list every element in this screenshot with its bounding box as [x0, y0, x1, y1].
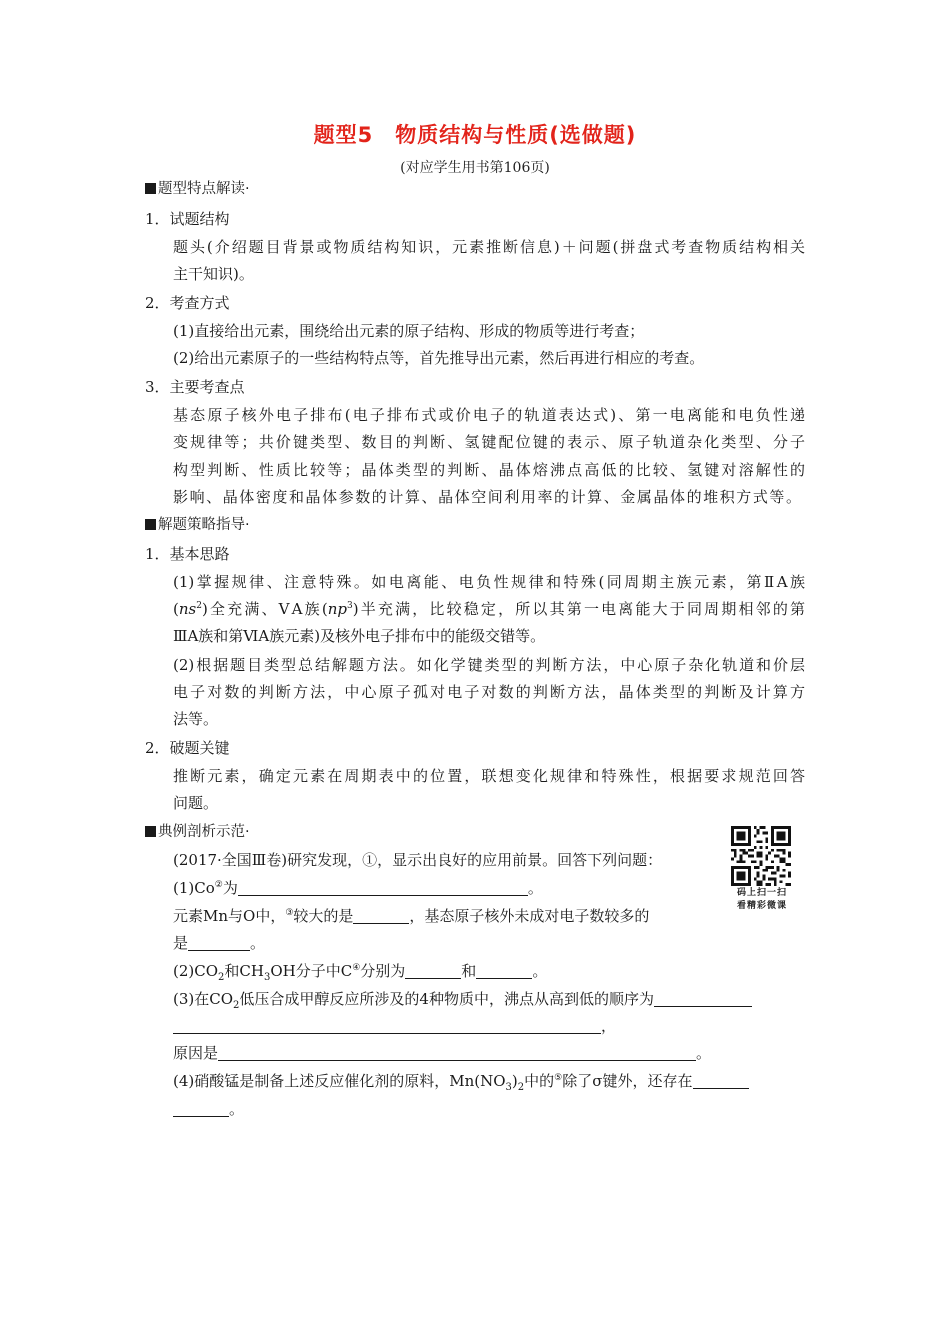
- qr-code-icon[interactable]: [731, 826, 791, 886]
- paragraph-line: 基态原子核外电子排布(电子排布式或价电子的轨道表达式)、第一电离能和电负性递: [173, 406, 805, 424]
- answer-blank[interactable]: [353, 908, 409, 924]
- item-number: 1．: [145, 545, 170, 563]
- paragraph-line: (2)根据题目类型总结解题方法。如化学键类型的判断方法，中心原子杂化轨道和价层: [173, 656, 805, 674]
- answer-blank[interactable]: [476, 963, 532, 979]
- item-number: 2．: [145, 739, 170, 757]
- answer-blank[interactable]: [405, 963, 461, 979]
- paragraph-line: 构型判断、性质比较等；晶体类型的判断、晶体熔沸点高低的比较、氢键对溶解性的: [173, 461, 805, 479]
- qr-caption-line: 看精彩微课: [736, 901, 787, 911]
- paragraph-line: 电子对数的判断方法，中心原子孤对电子对数的判断方法，晶体类型的判断及计算方: [173, 683, 805, 701]
- question-1c: 是 。: [173, 934, 266, 952]
- item-structure-label: [145, 209, 230, 229]
- paragraph-line: 推断元素，确定元素在周期表中的位置，联想变化规律和特殊性，根据要求规范回答: [173, 767, 805, 785]
- page-title: [0, 119, 950, 149]
- paragraph-line: 法等。: [173, 710, 219, 728]
- item-method-label: [145, 293, 230, 313]
- answer-blank[interactable]: [238, 880, 528, 896]
- paragraph-line: (2)给出元素原子的一些结构特点等，首先推导出元素，然后再进行相应的考查。: [173, 349, 705, 367]
- paragraph-line: ⅢA族和第ⅥA族元素)及核外电子排布中的能级交错等。: [173, 627, 546, 645]
- paragraph-line: 题头(介绍题目背景或物质结构知识，元素推断信息)＋问题(拼盘式考查物质结构相关: [173, 238, 805, 256]
- paragraph-line: 问题。: [173, 794, 219, 812]
- answer-blank[interactable]: [693, 1073, 749, 1089]
- item-label: 基本思路: [169, 545, 230, 563]
- item-label: 破题关键: [169, 739, 230, 757]
- item-number: 1．: [145, 210, 170, 228]
- item-points-label: [145, 377, 245, 397]
- item-number: 3．: [145, 378, 170, 396]
- paragraph-line: 影响、晶体密度和晶体参数的计算、晶体空间利用率的计算、金属晶体的堆积方式等。: [173, 488, 801, 506]
- qr-caption-line: 码上扫一扫: [736, 888, 787, 898]
- example-intro: (2017·全国Ⅲ卷)研究发现，①，显示出良好的应用前景。回答下列问题：: [173, 851, 663, 869]
- question-3-continued: ，: [173, 1016, 616, 1036]
- paragraph-line: 主干知识)。: [173, 265, 254, 283]
- title-number: 题型5: [313, 123, 374, 147]
- paragraph-line: (1)直接给出元素，围绕给出元素的原子结构、形成的物质等进行考查；: [173, 322, 645, 340]
- answer-blank[interactable]: [218, 1045, 696, 1061]
- section-heading-strategy: 解题策略指导·: [145, 515, 250, 535]
- question-1b: 元素Mn与O中，③较大的是 ，基态原子核外未成对电子数较多的: [173, 907, 650, 925]
- section-heading-features: 题型特点解读·: [145, 179, 250, 199]
- item-label: 试题结构: [169, 210, 230, 228]
- square-bullet-icon: [145, 519, 156, 530]
- answer-blank[interactable]: [654, 991, 752, 1007]
- title-text: 物质结构与性质(选做题): [395, 123, 637, 147]
- question-4-continued: 。: [173, 1099, 244, 1119]
- page-subtitle: (对应学生用书第106页): [400, 160, 550, 176]
- section-heading-text: 题型特点解读: [158, 181, 245, 197]
- answer-blank[interactable]: [173, 1018, 601, 1034]
- question-3: (3)在$CO_2$低压合成甲醇反应所涉及的4种物质中，沸点从高到低的顺序为: [173, 989, 752, 1009]
- paragraph-line: 变规律等；共价键类型、数目的判断、氢键配位键的表示、原子轨道杂化类型、分子: [173, 433, 805, 451]
- item-key-label: [145, 738, 230, 758]
- item-approach-label: [145, 544, 230, 564]
- paragraph-line: (1)掌握规律、注意特殊。如电离能、电负性规律和特殊(同周期主族元素，第ⅡA族: [173, 573, 805, 591]
- section-heading-example: 典例剖析示范·: [145, 822, 250, 842]
- answer-blank[interactable]: [188, 935, 250, 951]
- question-1a: (1)Co②为 。: [173, 879, 543, 897]
- square-bullet-icon: [145, 183, 156, 194]
- item-label: 考查方式: [169, 294, 230, 312]
- question-2: $(2)CO_2$和$CH_3OH$分子中C④分别为 和 。: [173, 962, 548, 983]
- question-3-reason: 原因是 。: [173, 1044, 712, 1062]
- question-4: (4)硝酸锰是制备上述反应催化剂的原料，$Mn(NO_3)_2$中的⑤除了σ键外，还存在: [173, 1071, 749, 1091]
- paragraph-line-electron-config: $(ns^2)$全充满、ⅤA族$(np^3)$半充满，比较稳定，所以其第一电离能大于同周期相邻的第: [173, 600, 806, 618]
- square-bullet-icon: [145, 826, 156, 837]
- item-number: 2．: [145, 294, 170, 312]
- section-heading-text: 典例剖析示范: [158, 824, 245, 840]
- answer-blank[interactable]: [173, 1101, 229, 1117]
- section-heading-text: 解题策略指导: [158, 517, 245, 533]
- item-label: 主要考查点: [169, 378, 245, 396]
